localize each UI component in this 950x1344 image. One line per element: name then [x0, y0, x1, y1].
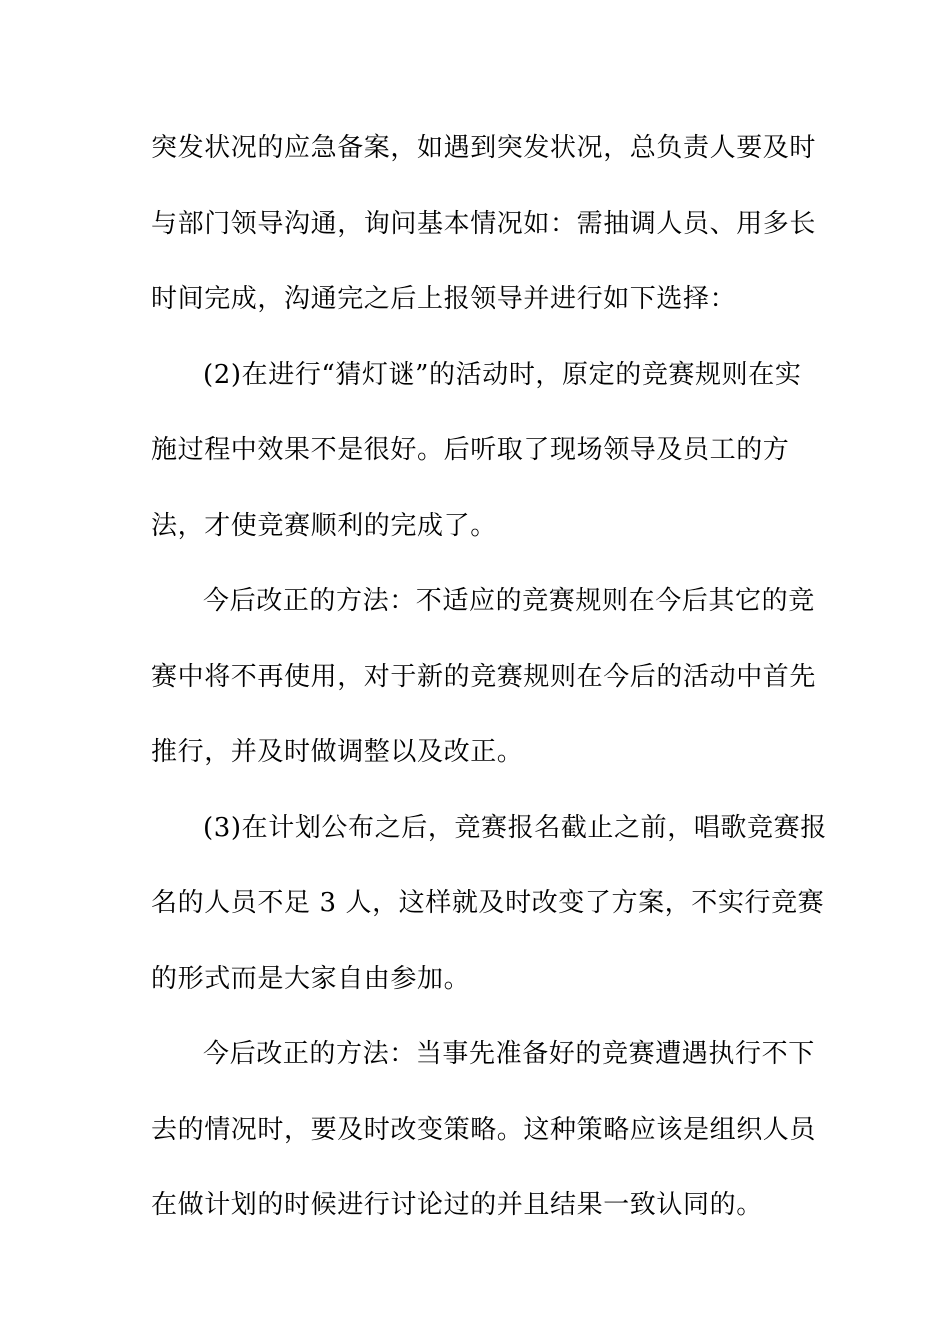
text-line: 时间完成，沟通完之后上报领导并进行如下选择： — [151, 284, 737, 314]
text-line: 去的情况时，要及时改变策略。这种策略应该是组织人员 — [151, 1114, 817, 1145]
text-line: 法，才使竞赛顺利的完成了。 — [151, 510, 497, 541]
text-line: 名的人员不足 3 人，这样就及时改变了方案，不实行竞赛 — [151, 888, 825, 918]
text-line: 的形式而是大家自由参加。 — [151, 963, 471, 994]
text-line: 突发状况的应急备案，如遇到突发状况，总负责人要及时 — [151, 133, 817, 163]
text-line: 今后改正的方法：当事先准备好的竞赛遭遇执行不下 — [203, 1039, 815, 1069]
text-line: (2)在进行“猜灯谜”的活动时，原定的竞赛规则在实 — [203, 359, 802, 390]
document-body — [151, 126, 827, 1259]
text-line: 施过程中效果不是很好。后听取了现场领导及员工的方 — [151, 435, 790, 465]
text-line: 今后改正的方法：不适应的竞赛规则在今后其它的竞 — [203, 586, 815, 616]
text-line: (3)在计划公布之后，竞赛报名截止之前，唱歌竞赛报 — [203, 812, 827, 843]
text-line: 推行，并及时做调整以及改正。 — [151, 737, 524, 767]
text-line: 在做计划的时候进行讨论过的并且结果一致认同的。 — [151, 1190, 763, 1220]
text-line: 与部门领导沟通，询问基本情况如：需抽调人员、用多长 — [151, 208, 817, 239]
text-line: 赛中将不再使用，对于新的竞赛规则在今后的活动中首先 — [151, 661, 817, 692]
